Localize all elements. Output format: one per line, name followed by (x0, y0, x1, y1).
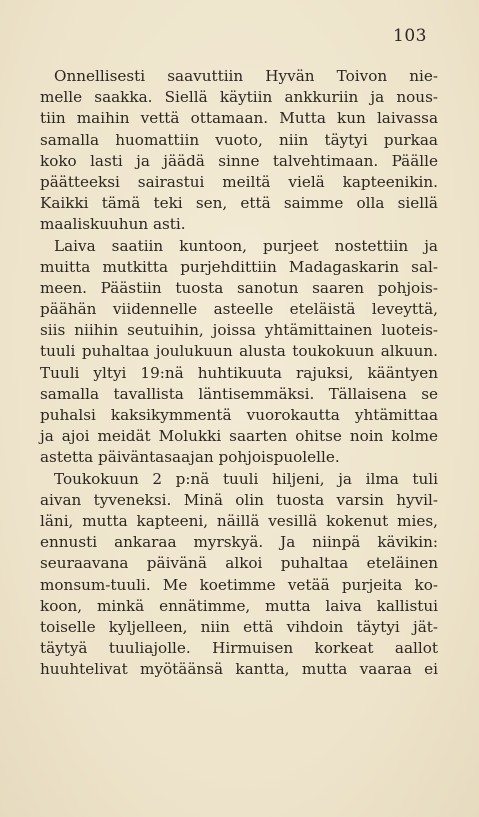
text-line: täytyä tuuliajolle. Hirmuisen korkeat aallot (40, 639, 438, 658)
text-line: melle saakka. Siellä käytiin ankkuriin ja nous- (40, 88, 438, 107)
text-line: koko lasti ja jäädä sinne talvehtimaan. Päälle (40, 151, 438, 170)
text-line: ennusti ankaraa myrskyä. Ja niinpä kävikin: (40, 533, 438, 552)
text-line: meen. Päästiin tuosta sanotun saaren pohjois- (40, 278, 438, 297)
text-line: Toukokuun 2 p:nä tuuli hiljeni, ja ilma tuli (54, 469, 438, 488)
text-line: tiin maihin vettä ottamaan. Mutta kun laivassa (40, 109, 438, 128)
text-line: muitta mutkitta purjehdittiin Madagaskarin sal- (40, 257, 438, 276)
page-number: 103 (393, 26, 427, 46)
text-line: maaliskuuhun asti. (40, 215, 186, 234)
text-line: ja ajoi meidät Molukki saarten ohitse noin kolme (40, 427, 438, 446)
text-line: päätteeksi sairastui meiltä vielä kapteenikin. (40, 172, 438, 191)
text-line: Onnellisesti saavuttiin Hyvän Toivon nie- (54, 67, 438, 85)
text-line: siis niihin seutuihin, joissa yhtämittainen luoteis- (40, 321, 438, 340)
text-line: astetta päiväntasaajan pohjoispuolelle. (40, 448, 340, 467)
text-line: Kaikki tämä teki sen, että saimme olla siellä (40, 194, 438, 213)
text-line: aivan tyveneksi. Minä olin tuosta varsin hyvil- (40, 490, 438, 509)
text-line: samalla huomattiin vuoto, niin täytyi purkaa (40, 130, 438, 149)
text-line: läni, mutta kapteeni, näillä vesillä kokenut mies, (40, 511, 438, 530)
text-line: koon, minkä ennätimme, mutta laiva kallistui (40, 596, 438, 615)
text-line: huuhtelivat myötäänsä kantta, mutta vaaraa ei (40, 660, 438, 679)
body-text (40, 66, 438, 680)
text-line: Tuuli yltyi 19:nä huhtikuuta rajuksi, kääntyen (40, 363, 438, 382)
text-line: monsum-tuuli. Me koetimme vetää purjeita ko- (40, 575, 438, 594)
text-line: puhalsi kaksikymmentä vuorokautta yhtämittaa (40, 406, 438, 424)
text-line: samalla tavallista läntisemmäksi. Tällaisena se (40, 384, 438, 403)
text-line: seuraavana päivänä alkoi puhaltaa eteläinen (40, 554, 438, 573)
text-line: toiselle kyljelleen, niin että vihdoin täytyi jät- (40, 617, 438, 636)
text-line: Laiva saatiin kuntoon, purjeet nostettiin ja (54, 236, 438, 255)
text-line: päähän viidennelle asteelle eteläistä leveyttä, (40, 300, 438, 319)
text-line: tuuli puhaltaa joulukuun alusta toukokuun alkuun. (40, 342, 438, 361)
